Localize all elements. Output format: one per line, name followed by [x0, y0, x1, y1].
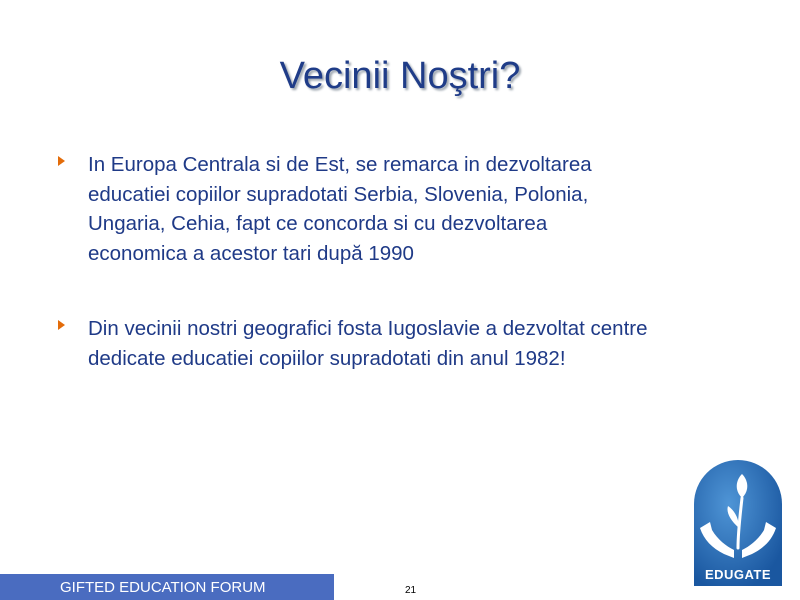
footer-bar [0, 574, 334, 600]
bullet-list [52, 150, 772, 373]
bullet-text: In Europa Centrala si de Est, se remarca in dezvoltarea educatiei copiilor supradotati Serbia, Slovenia, Polonia, Ungaria, Cehia, fapt ce concorda si cu dezvoltarea economica a acestor tari după 1990 [88, 153, 592, 265]
bullet-text: Din vecinii nostri geografici fosta Iugoslavie a dezvoltat centre dedicate educatiei copiilor supradotati din anul 1982! [88, 317, 648, 370]
bullet-marker-icon [58, 320, 65, 330]
edugate-logo [690, 450, 786, 588]
bullet-item [52, 314, 772, 373]
logo-text: EDUGATE [704, 567, 772, 582]
slide-title: Vecinii Noştri? [279, 55, 521, 97]
bullet-item [52, 150, 772, 268]
bullet-marker-icon [58, 156, 65, 166]
page-number: 21 [405, 585, 417, 596]
footer-label: GIFTED EDUCATION FORUM [60, 579, 266, 596]
